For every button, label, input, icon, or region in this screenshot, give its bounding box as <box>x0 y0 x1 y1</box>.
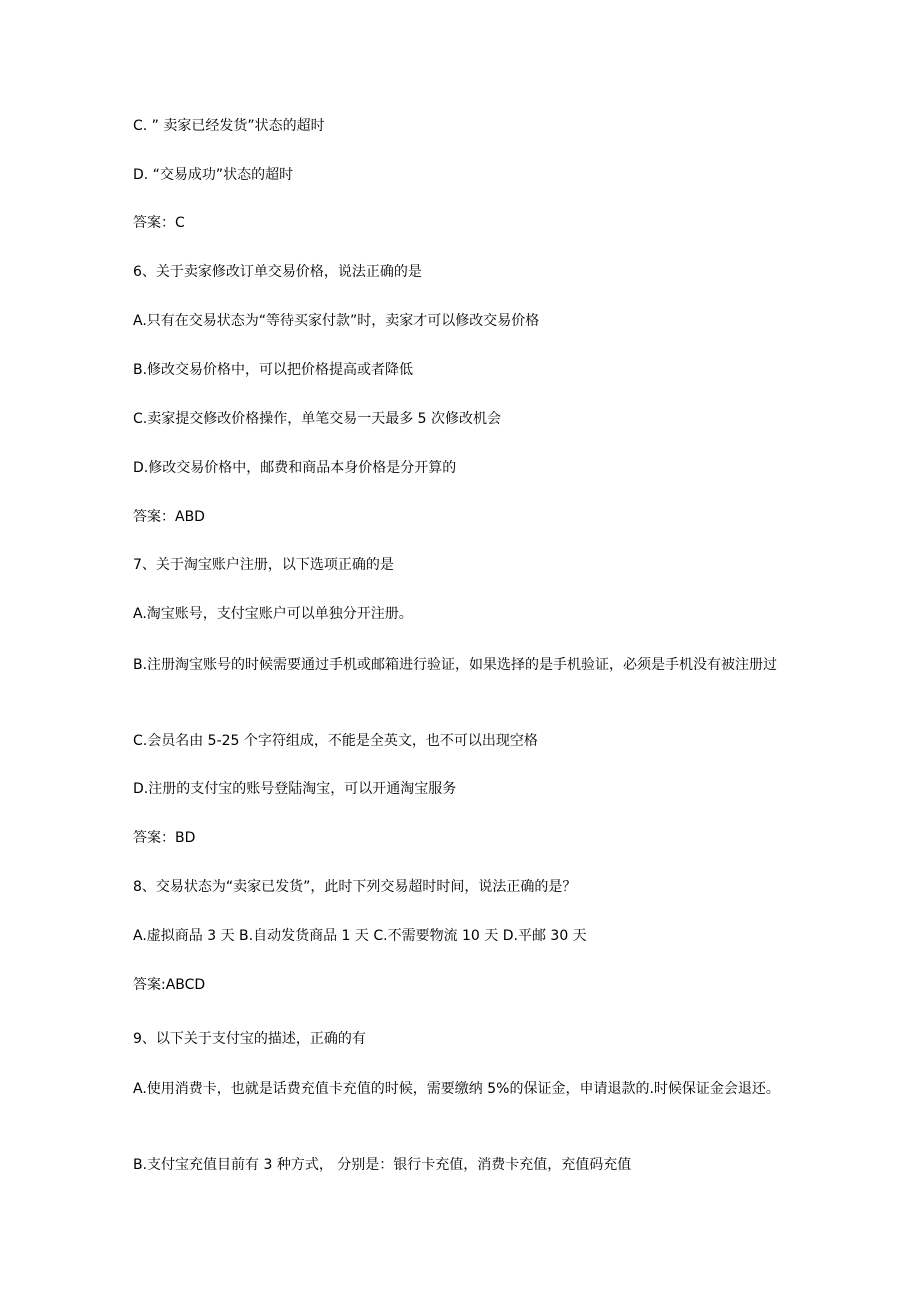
option-a-q9: A.使用消费卡，也就是话费充值卡充值的时候，需要缴纳 5%的保证金，申请退款的.时候保证金会退还。 <box>133 1081 780 1097</box>
option-a-q6: A.只有在交易状态为“等待买家付款”时，卖家才可以修改交易价格 <box>133 313 540 329</box>
question-9: 9、以下关于支付宝的描述，正确的有 <box>133 1031 366 1047</box>
option-b-q9: B.支付宝充值目前有 3 种方式， 分别是：银行卡充值，消费卡充值，充值码充值 <box>133 1157 632 1173</box>
answer-q8: 答案:ABCD <box>133 977 206 993</box>
answer-q7: 答案：BD <box>133 830 196 846</box>
option-d-q7: D.注册的支付宝的账号登陆淘宝，可以开通淘宝服务 <box>133 781 457 797</box>
option-b-q6: B.修改交易价格中，可以把价格提高或者降低 <box>133 362 414 378</box>
option-d-q6: D.修改交易价格中，邮费和商品本身价格是分开算的 <box>133 460 457 476</box>
question-7: 7、关于淘宝账户注册，以下选项正确的是 <box>133 557 394 573</box>
answer-q5: 答案：C <box>133 215 185 231</box>
option-d-q5: D. “交易成功”状态的超时 <box>133 167 294 183</box>
question-8: 8、交易状态为“卖家已发货”，此时下列交易超时时间，说法正确的是？ <box>133 879 577 895</box>
answer-q6: 答案：ABD <box>133 509 205 525</box>
options-q8: A.虚拟商品 3 天 B.自动发货商品 1 天 C.不需要物流 10 天 D.平邮 30 天 <box>133 928 587 944</box>
option-c-q6: C.卖家提交修改价格操作，单笔交易一天最多 5 次修改机会 <box>133 411 502 427</box>
question-6: 6、关于卖家修改订单交易价格，说法正确的是 <box>133 264 422 280</box>
option-c-q5: C. ” 卖家已经发货”状态的超时 <box>133 118 325 134</box>
option-b-q7: B.注册淘宝账号的时候需要通过手机或邮箱进行验证，如果选择的是手机验证，必须是手机没有被注册过 <box>133 657 778 673</box>
option-a-q7: A.淘宝账号，支付宝账户可以单独分开注册。 <box>133 606 413 622</box>
option-c-q7: C.会员名由 5-25 个字符组成，不能是全英文，也不可以出现空格 <box>133 733 538 749</box>
